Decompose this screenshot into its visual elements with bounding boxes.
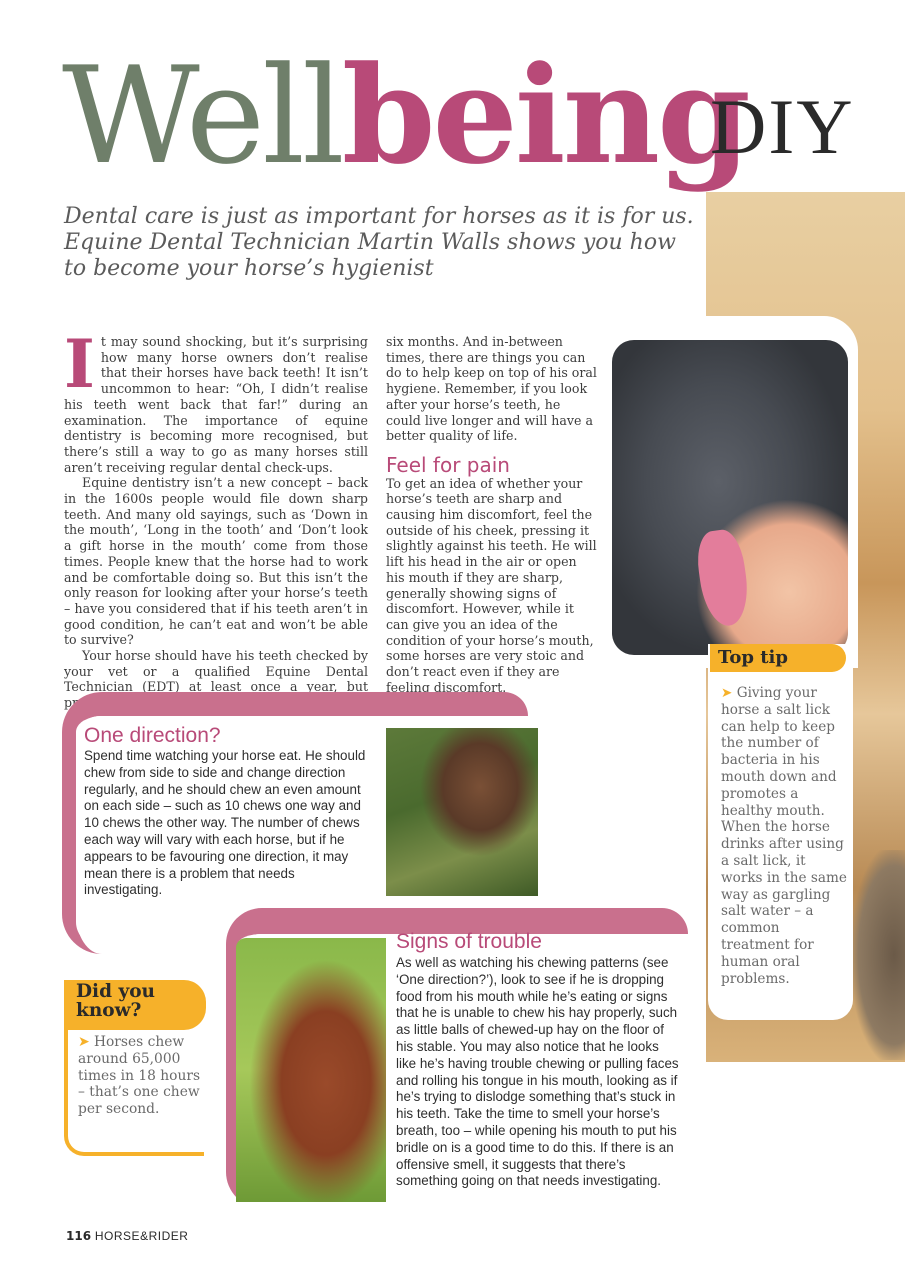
paragraph: Your horse should have his teeth checked by your vet or a qualified Equine Dental Technician (EDT) at least once a year, but preferably every: [64, 648, 368, 711]
did-you-know-body: Horses chew around 65,000 times in 18 hours – that’s one chew per second.: [78, 1034, 201, 1118]
paragraph: Equine dentistry isn’t a new concept – back in the 1600s people would file down sharp teeth. And many old sayings, such as ‘Down in the mouth’, ‘Long in the tooth’ and ‘Don’t look a gift horse in the mouth’ come from those times. People knew that the horse had to work and be comfortable doing so. But this isn’t the only reason for looking after your horse’s teeth – have you considered that if his teeth aren’t in good condition, he can’t eat and won’t be able to survive?: [64, 475, 368, 648]
paragraph: six months. And in-between times, there are things you can do to help keep on top of his oral hygiene. Remember, if you look after your horse’s teeth, he could live longer and will have a better quality of life.: [386, 334, 597, 444]
magazine-name: HORSE&RIDER: [94, 1229, 189, 1243]
section-label: DIY: [710, 83, 855, 170]
horse-chewing-grass-photo: [236, 938, 386, 1202]
standfirst: Dental care is just as important for horses as it is for us. Equine Dental Technician Martin Walls shows you how to become your horse’s hygienist: [64, 204, 694, 281]
top-tip-text: [721, 685, 847, 987]
one-direction-heading: One direction?: [84, 724, 221, 747]
page-title: [62, 36, 748, 194]
signs-of-trouble-text: As well as watching his chewing patterns (see ‘One direction?’), look to see if he is dropping food from his mouth while he’s eating or signs that he is unable to chew his hay properly, such as little balls of chewed-up hay on the floor of his stable. You may also notice that he looks like he’s having trouble chewing or pulling faces and rolling his tongue in his mouth, looking as if he’s trying to dislodge something that’s stuck in his teeth. Take the time to smell your horse’s breath, too – while opening his mouth to put his bridle on is a good time to do this. If there is an offensive smell, it suggests that there’s something going on that needs investigating.: [396, 955, 679, 1189]
one-direction-text: Spend time watching your horse eat. He should chew from side to side and change direction regularly, and he should chew an even amount on each side – such as 10 chews one way and 10 chews the other way. The number of chews each way will vary with each horse, but if he appears to be favouring one direction, it may mean there is a problem that needs investigating.: [84, 748, 366, 898]
arrow-icon: ➤: [78, 1034, 90, 1050]
title-part-1: Well: [62, 38, 342, 194]
subheading-feel-for-pain: Feel for pain: [386, 452, 510, 477]
top-tip-title: Top tip: [718, 647, 788, 668]
signs-of-trouble-heading: Signs of trouble: [396, 930, 542, 953]
title-part-2: being: [341, 36, 748, 194]
background-horse-image: [852, 850, 905, 1060]
article-column-1: [64, 325, 368, 711]
horse-eating-hay-photo: [386, 728, 538, 896]
page-number: 116: [66, 1229, 92, 1243]
did-you-know-text: [78, 1034, 202, 1118]
paragraph: To get an idea of whether your horse’s teeth are sharp and causing him discomfort, feel the outside of his cheek, pressing it slightly against his teeth. He will lift his head in the air or open his mouth if they are sharp, generally showing signs of discomfort. However, while it can give you an idea of the condition of your horse’s mouth, some horses are very stoic and don’t react even if they are feeling discomfort.: [386, 475, 597, 695]
drop-cap: I: [64, 325, 95, 403]
page-footer: [66, 1229, 188, 1243]
did-you-know-title: Did you know?: [76, 981, 155, 1021]
article-column-2: [386, 334, 598, 695]
arrow-icon: ➤: [721, 685, 733, 701]
top-tip-body: Giving your horse a salt lick can help to keep the number of bacteria in his mouth down and promotes a healthy mouth. When the horse drinks after using a salt lick, it works in the same way as gargling salt water – a common treatment for human oral problems.: [721, 685, 847, 987]
paragraph: t may sound shocking, but it’s surprising how many horse owners don’t realise that their horses have back teeth! It isn’t uncommon to hear: “Oh, I didn’t realise his teeth went back that far!” during an examination. The importance of equine dentistry is becoming more recognised, but there’s still a way to go as many horses still aren’t receiving regular dental check-ups.: [64, 334, 368, 475]
